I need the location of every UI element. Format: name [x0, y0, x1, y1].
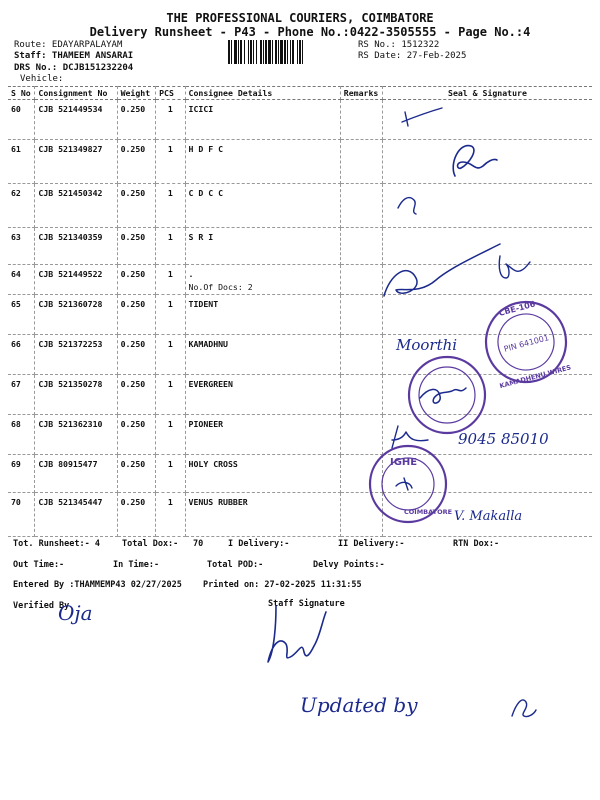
delvy-points: Delvy Points:- — [313, 560, 385, 570]
consignee-cell: EVERGREEN — [185, 375, 340, 415]
col-weight: Weight — [117, 87, 156, 100]
signature-row-64-b — [499, 256, 530, 278]
weight-cell: 0.250 — [117, 295, 156, 335]
consignment-cell: CJB 521450342 — [35, 184, 117, 228]
updated-by-handwriting: Updated by — [300, 693, 418, 717]
pcs-cell: 1 — [156, 375, 185, 415]
pcs-cell: 1 — [156, 184, 185, 228]
consignee-cell: VENUS RUBBER — [185, 493, 340, 537]
consignee-cell: H D F C — [185, 140, 340, 184]
entered-by: Entered By :THAMMEMP43 02/27/2025 — [13, 580, 182, 590]
out-time: Out Time:- — [13, 560, 65, 570]
pcs-cell: 1 — [156, 140, 185, 184]
signature-row-62 — [398, 198, 416, 214]
verified-signature: Oja — [58, 601, 93, 625]
consignee-cell: S R I — [185, 228, 340, 265]
pcs-cell: 1 — [156, 335, 185, 375]
round-stamp-row-67 — [409, 357, 485, 433]
total-dox-value: 70 — [193, 539, 204, 549]
vehicle: Vehicle: — [20, 74, 64, 84]
svg-text:PIN 641001: PIN 641001 — [502, 333, 550, 354]
weight-cell: 0.250 — [117, 415, 156, 455]
signature-row-68 — [392, 426, 428, 448]
staff: Staff: THAMEEM ANSARAI — [14, 51, 134, 61]
consignee-cell: TIDENT — [185, 295, 340, 335]
col-sno: S No — [8, 87, 35, 100]
svg-text:CBE-106: CBE-106 — [497, 299, 537, 318]
consignee-cell: KAMADHNU — [185, 335, 340, 375]
sno-cell: 60 — [8, 100, 35, 140]
tot-runsheet: Tot. Runsheet:- 4 — [13, 539, 100, 549]
sno-cell: 69 — [8, 455, 35, 493]
consignment-cell: CJB 521349827 — [35, 140, 117, 184]
consignment-cell: CJB 521362310 — [35, 415, 117, 455]
sno-cell: 63 — [8, 228, 35, 265]
weight-cell: 0.250 — [117, 100, 156, 140]
company-title: THE PROFESSIONAL COURIERS, COIMBATORE — [166, 11, 434, 25]
weight-cell: 0.250 — [117, 335, 156, 375]
runsheet-title: Delivery Runsheet - P43 - Phone No.:0422-3505555 - Page No.:4 — [89, 25, 531, 39]
svg-text:COIMBATORE: COIMBATORE — [404, 508, 453, 516]
pcs-cell: 1 — [156, 295, 185, 335]
sno-cell: 68 — [8, 415, 35, 455]
printed-on: Printed on: 27-02-2025 11:31:55 — [203, 580, 362, 590]
verified-by: Verified By — [13, 601, 70, 611]
rs-number: RS No.: 1512322 — [358, 40, 440, 50]
weight-cell: 0.250 — [117, 265, 156, 295]
weight-cell: 0.250 — [117, 184, 156, 228]
handwriting-row-66: Moorthi — [396, 336, 458, 354]
docs-count: No.Of Docs: 2 — [188, 282, 253, 292]
rs-date: RS Date: 27-Feb-2025 — [358, 51, 467, 61]
in-time: In Time:- — [113, 560, 160, 570]
sno-cell: 61 — [8, 140, 35, 184]
consignee-cell: ICICI — [185, 100, 340, 140]
weight-cell: 0.250 — [117, 455, 156, 493]
consignment-cell: CJB 521360728 — [35, 295, 117, 335]
ighe-stamp — [370, 446, 452, 522]
pcs-cell: 1 — [156, 493, 185, 537]
pcs-cell: 1 — [156, 265, 185, 295]
handwriting-row-68: 9045 85010 — [458, 430, 549, 448]
handwriting-row-70: V. Makalla — [454, 509, 523, 524]
consignment-cell: CJB 521350278 — [35, 375, 117, 415]
col-remarks: Remarks — [340, 87, 382, 100]
total-dox-label: Total Dox:- — [122, 539, 179, 549]
sno-cell: 62 — [8, 184, 35, 228]
pcs-cell: 1 — [156, 228, 185, 265]
consignment-cell: CJB 521449534 — [35, 100, 117, 140]
consignee-cell: C D C C — [185, 184, 340, 228]
pcs-cell: 1 — [156, 415, 185, 455]
consignment-cell: CJB 521345447 — [35, 493, 117, 537]
consignment-cell: CJB 521372253 — [35, 335, 117, 375]
updated-signature — [512, 700, 536, 717]
signature-row-60 — [402, 108, 442, 126]
staff-signature — [268, 606, 326, 662]
signature-row-64-a — [384, 244, 500, 296]
signature-row-61 — [453, 146, 497, 176]
sno-cell: 65 — [8, 295, 35, 335]
svg-text:IGHE: IGHE — [390, 457, 418, 468]
sno-cell: 64 — [8, 265, 35, 295]
drs-number: DRS No.: DCJB151232204 — [14, 63, 134, 73]
col-pcs: PCS — [156, 87, 185, 100]
weight-cell: 0.250 — [117, 493, 156, 537]
weight-cell: 0.250 — [117, 228, 156, 265]
route: Route: EDAYARPALAYAM — [14, 40, 123, 50]
consignment-cell: CJB 80915477 — [35, 455, 117, 493]
weight-cell: 0.250 — [117, 140, 156, 184]
col-consignee: Consignee Details — [185, 87, 340, 100]
weight-cell: 0.250 — [117, 375, 156, 415]
kamadhenu-stamp — [477, 293, 575, 391]
consignee-cell: HOLY CROSS — [185, 455, 340, 493]
consignee-cell: . No.Of Docs: 2 — [185, 265, 340, 295]
rtn-dox: RTN Dox:- — [453, 539, 500, 549]
consignment-cell: CJB 521449522 — [35, 265, 117, 295]
pcs-cell: 1 — [156, 455, 185, 493]
ii-delivery: II Delivery:- — [338, 539, 405, 549]
i-delivery: I Delivery:- — [228, 539, 290, 549]
sno-cell: 67 — [8, 375, 35, 415]
total-pod: Total POD:- — [207, 560, 264, 570]
sno-cell: 66 — [8, 335, 35, 375]
sno-cell: 70 — [8, 493, 35, 537]
consignment-cell: CJB 521340359 — [35, 228, 117, 265]
pcs-cell: 1 — [156, 100, 185, 140]
staff-signature-label: Staff Signature — [268, 599, 345, 609]
consignee-cell: PIONEER — [185, 415, 340, 455]
svg-text:KAMADHENU WIRES: KAMADHENU WIRES — [498, 363, 572, 391]
col-consignment: Consignment No — [35, 87, 117, 100]
col-signature: Seal & Signature — [382, 87, 592, 100]
